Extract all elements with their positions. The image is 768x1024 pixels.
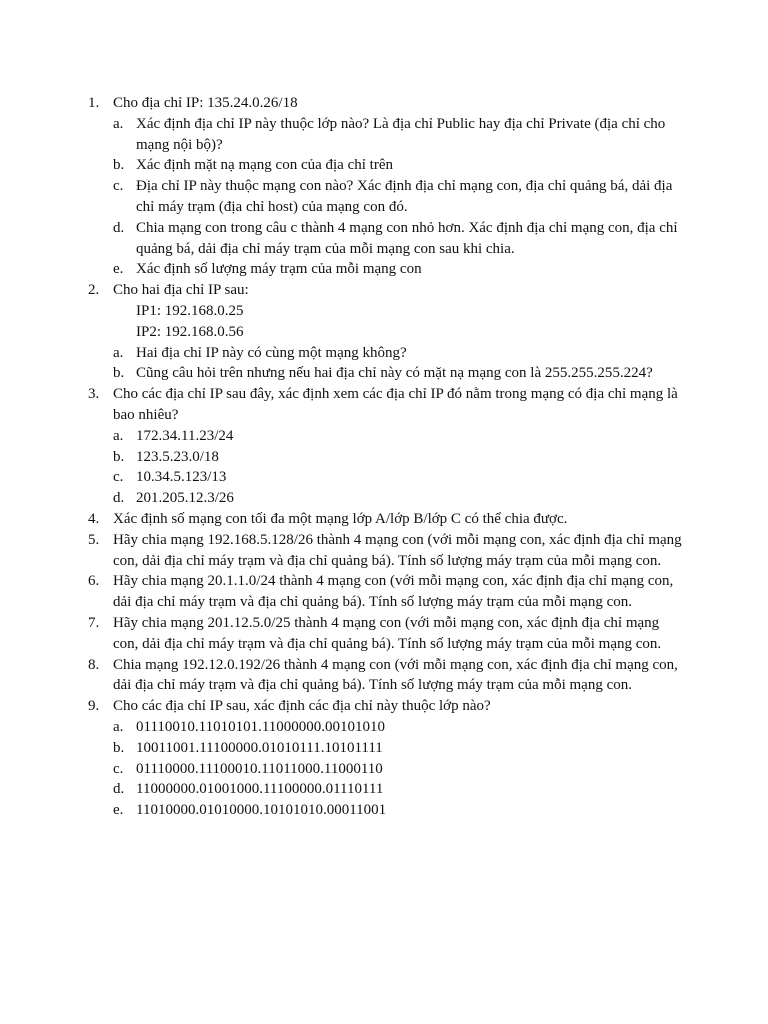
question-2 (0, 280, 768, 384)
sub-question-list (113, 343, 682, 385)
sub-question (113, 779, 682, 800)
question-number: 6. (88, 573, 100, 590)
question-text: Hãy chia mạng 201.12.5.0/25 thành 4 mạng con (với mỗi mạng con, xác định địa chỉ mạng con, dải địa chỉ máy trạm và địa chỉ quảng bá). Tính số lượng máy trạm của mỗi mạng con. (113, 614, 662, 652)
question-text: Chia mạng 192.12.0.192/26 thành 4 mạng con (với mỗi mạng con, xác định địa chỉ mạng con, dải địa chỉ máy trạm và địa chỉ quảng bá). Tính số lượng máy trạm của mỗi mạng con. (113, 656, 678, 694)
sub-question (113, 800, 682, 821)
sub-question-list (113, 426, 682, 509)
sub-question-text: 172.34.11.23/24 (136, 427, 234, 444)
sub-question-text: 01110010.11010101.11000000.00101010 (136, 718, 386, 735)
sub-question-text: Địa chỉ IP này thuộc mạng con nào? Xác định địa chỉ mạng con, địa chỉ quảng bá, dải địa chỉ máy trạm (địa chỉ host) của mạng con đó. (136, 178, 673, 215)
question-4 (0, 509, 768, 530)
sub-question-text: 11000000.01001000.11100000.01110111 (136, 781, 384, 798)
question-text: Cho các địa chỉ IP sau đây, xác định xem các địa chỉ IP đó nằm trong mạng có địa chỉ mạng là bao nhiêu? (113, 386, 678, 423)
sub-question (113, 155, 682, 176)
sub-question-text: Xác định địa chỉ IP này thuộc lớp nào? Là địa chỉ Public hay địa chỉ Private (địa chỉ cho mạng nội bộ)? (136, 115, 666, 153)
question-text: Cho các địa chỉ IP sau, xác định các địa chỉ này thuộc lớp nào? (113, 698, 491, 715)
sub-question (113, 114, 682, 156)
sub-question-letter: b. (113, 157, 125, 174)
sub-question-letter: b. (113, 739, 125, 756)
question-text: Xác định số mạng con tối đa một mạng lớp A/lớp B/lớp C có thể chia được. (113, 510, 568, 527)
question-number: 3. (88, 386, 100, 403)
sub-question (113, 218, 682, 260)
question-number: 4. (88, 510, 100, 527)
sub-question-text: Cũng câu hỏi trên nhưng nếu hai địa chỉ này có mặt nạ mạng con là 255.255.255.224? (136, 365, 653, 382)
sub-question-letter: d. (113, 781, 125, 798)
sub-question-letter: a. (113, 344, 124, 361)
sub-question-text: 01110000.11100010.11011000.11000110 (136, 760, 383, 777)
sub-question-text: 10.34.5.123/13 (136, 469, 227, 486)
question-number: 2. (88, 282, 100, 299)
sub-question-list (113, 717, 682, 821)
question-text: Cho địa chỉ IP: 135.24.0.26/18 (113, 95, 298, 111)
ip-line-1: IP1: 192.168.0.25 (136, 302, 244, 319)
question-number: 5. (88, 531, 100, 548)
sub-question-text: 201.205.12.3/26 (136, 490, 234, 507)
sub-question-list (113, 114, 682, 280)
sub-question (113, 176, 682, 218)
sub-question (113, 738, 682, 759)
sub-question (113, 759, 682, 780)
sub-question (113, 363, 682, 384)
question-text: Cho hai địa chỉ IP sau: (113, 282, 249, 299)
sub-question (113, 488, 682, 509)
ip-line-2: IP2: 192.168.0.56 (136, 323, 244, 340)
sub-question (113, 426, 682, 447)
sub-question-text: 123.5.23.0/18 (136, 448, 219, 465)
question-5 (0, 530, 768, 572)
sub-question-text: Chia mạng con trong câu c thành 4 mạng con nhỏ hơn. Xác định địa chỉ mạng con, địa chỉ quảng bá, dải địa chỉ máy trạm của mỗi mạng con sau khi chia. (136, 219, 678, 257)
question-text: Hãy chia mạng 192.168.5.128/26 thành 4 mạng con (với mỗi mạng con, xác định địa chỉ mạng con, dải địa chỉ máy trạm và địa chỉ quảng bá). Tính số lượng máy trạm của mỗi mạng con. (113, 531, 682, 569)
question-number: 9. (88, 698, 100, 715)
sub-question-letter: d. (113, 219, 125, 236)
question-7 (0, 613, 768, 655)
question-3 (0, 384, 768, 509)
sub-question-letter: c. (113, 760, 124, 777)
sub-question (113, 467, 682, 488)
sub-question-text: Hai địa chỉ IP này có cùng một mạng không? (136, 344, 407, 361)
sub-question (113, 259, 682, 280)
sub-question-letter: a. (113, 115, 124, 132)
question-number: 7. (88, 614, 100, 631)
sub-question-text: Xác định mặt nạ mạng con của địa chỉ trên (136, 157, 393, 174)
sub-question (113, 717, 682, 738)
sub-question-letter: a. (113, 427, 124, 444)
sub-question-letter: b. (113, 448, 125, 465)
sub-question-letter: e. (113, 261, 124, 278)
sub-question (113, 343, 682, 364)
sub-question-letter: c. (113, 469, 124, 486)
sub-question-letter: e. (113, 802, 124, 819)
question-text: Hãy chia mạng 20.1.1.0/24 thành 4 mạng con (với mỗi mạng con, xác định địa chỉ mạng con, dải địa chỉ máy trạm và địa chỉ quảng bá). Tính số lượng máy trạm của mỗi mạng con. (113, 573, 674, 611)
sub-question-text: Xác định số lượng máy trạm của mỗi mạng con (136, 261, 422, 278)
sub-question (113, 447, 682, 468)
sub-question-letter: d. (113, 490, 125, 507)
sub-question-letter: b. (113, 365, 125, 382)
sub-question-letter: a. (113, 718, 124, 735)
sub-question-text: 10011001.11100000.01010111.10101111 (136, 739, 383, 756)
question-number: 8. (88, 656, 100, 673)
question-1 (0, 93, 768, 280)
question-8 (0, 655, 768, 697)
question-number: 1. (88, 95, 100, 111)
question-6 (0, 571, 768, 613)
sub-question-text: 11010000.01010000.10101010.00011001 (136, 802, 387, 819)
sub-question-letter: c. (113, 178, 124, 195)
question-9 (0, 696, 768, 821)
exercise-list (0, 93, 768, 821)
